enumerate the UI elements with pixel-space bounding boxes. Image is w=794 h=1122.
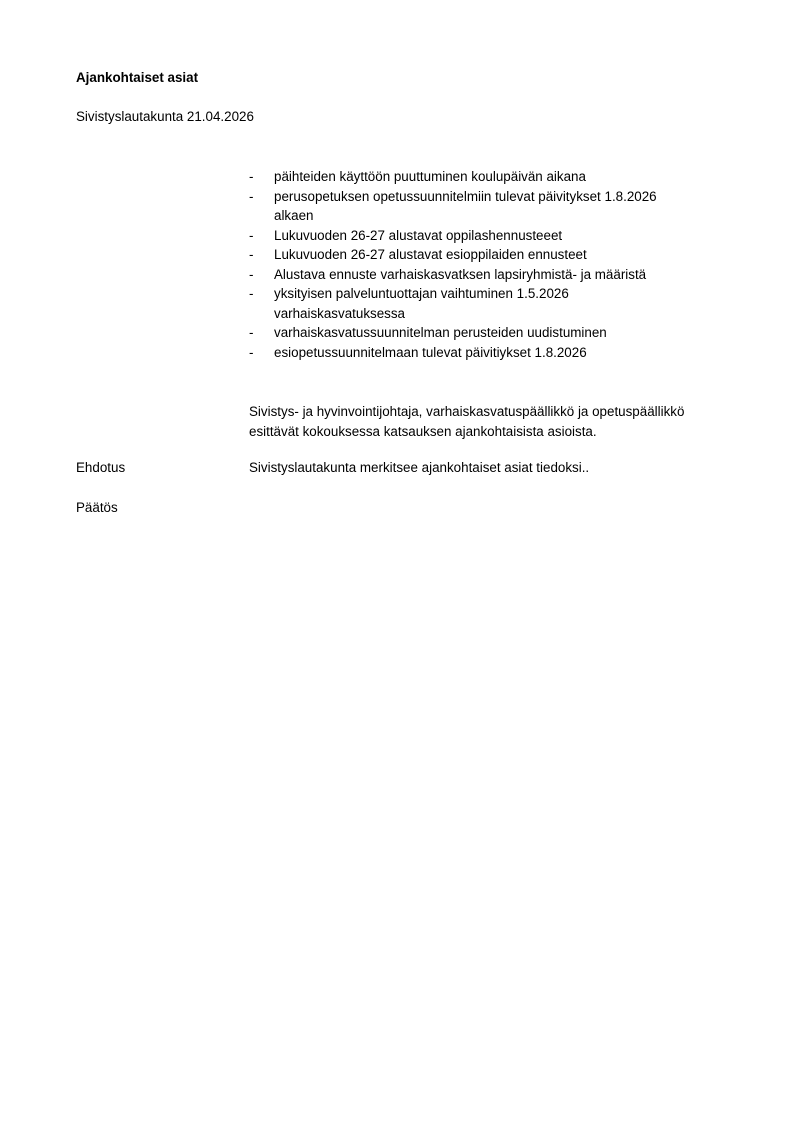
bullet-marker: -: [249, 325, 254, 340]
list-item-text: esiopetussuunnitelmaan tulevat päivitiykset 1.8.2026: [274, 344, 587, 360]
bullet-marker: -: [249, 169, 254, 184]
list-item: [249, 187, 657, 226]
topic-list: [249, 167, 657, 362]
paragraph-line: Sivistys- ja hyvinvointijohtaja, varhaiskasvatuspäällikkö ja opetuspäällikkö: [249, 404, 685, 419]
list-item: [249, 167, 657, 187]
list-item-text: päihteiden käyttöön puuttuminen koulupäivän aikana: [274, 169, 586, 184]
list-item: [249, 245, 657, 265]
list-item-text: Alustava ennuste varhaiskasvatksen lapsiryhmistä- ja määristä: [274, 266, 647, 282]
list-item-text: Lukuvuoden 26-27 alustavat oppilashennusteeet: [274, 227, 563, 243]
list-item: [249, 265, 657, 285]
document-title: Ajankohtaiset asiat: [76, 70, 199, 85]
list-item: [249, 226, 657, 246]
list-item-text: yksityisen palveluntuottajan vaihtuminen 1.5.2026: [274, 286, 569, 301]
list-item: [249, 284, 657, 323]
list-item: [249, 343, 657, 363]
bullet-marker: -: [249, 188, 254, 204]
bullet-marker: -: [249, 266, 254, 282]
list-item: [249, 323, 657, 343]
bullet-marker: -: [249, 227, 254, 243]
bullet-marker: -: [249, 247, 254, 262]
list-item-text: perusopetuksen opetussuunnitelmiin tulevat päivitykset 1.8.2026: [274, 188, 657, 204]
proposal-label: Ehdotus: [76, 460, 126, 475]
list-item-text: varhaiskasvatussuunnitelman perusteiden uudistuminen: [274, 325, 607, 340]
paragraph-line: esittävät kokouksessa katsauksen ajankohtaisista asioista.: [249, 424, 597, 439]
bullet-marker: -: [249, 286, 254, 301]
meeting-reference: Sivistyslautakunta 21.04.2026: [76, 109, 254, 124]
presentation-paragraph: [249, 402, 684, 442]
list-item-text: alkaen: [274, 208, 314, 223]
list-item-text: varhaiskasvatuksessa: [274, 305, 405, 321]
proposal-text: Sivistyslautakunta merkitsee ajankohtaiset asiat tiedoksi..: [249, 460, 590, 475]
decision-label: Päätös: [76, 500, 118, 515]
list-item-text: Lukuvuoden 26-27 alustavat esioppilaiden ennusteet: [274, 247, 587, 262]
bullet-marker: -: [249, 344, 254, 360]
